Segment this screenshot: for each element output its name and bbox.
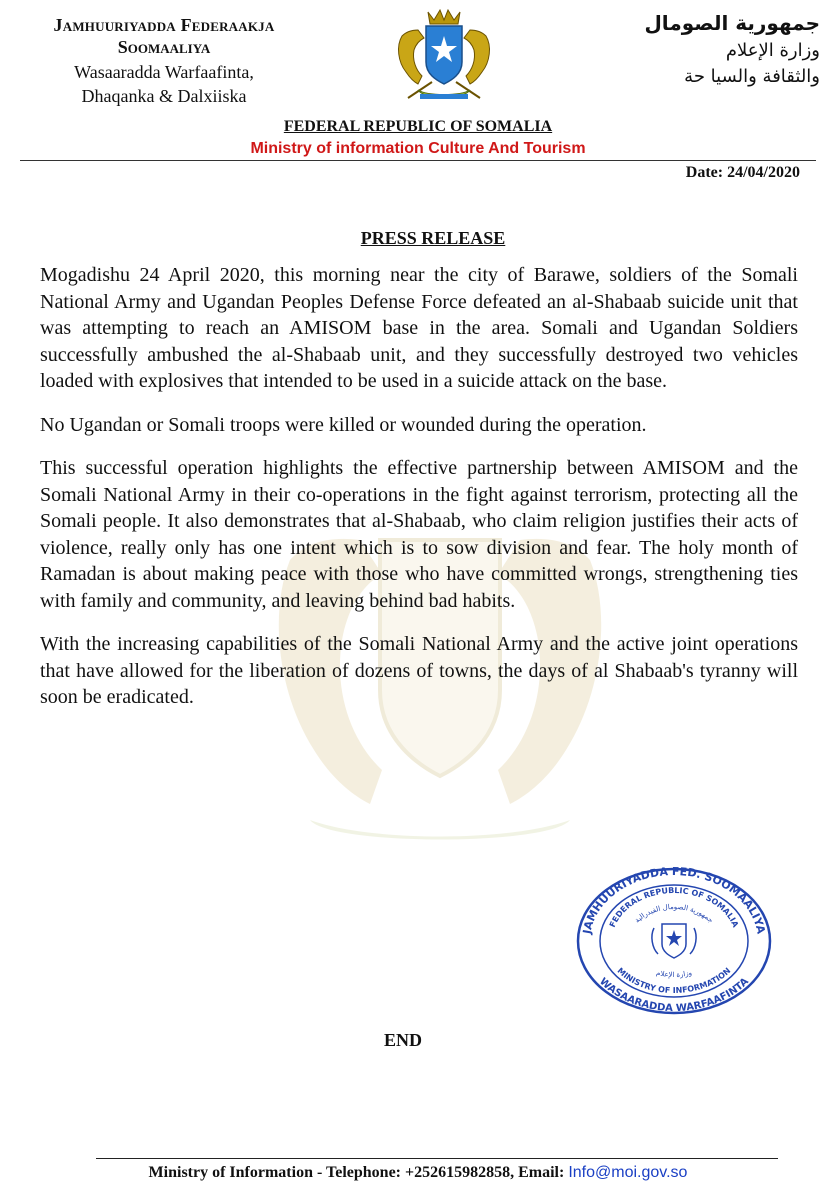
stamp-outer-top-text: JAMHUURIYADDA FED. SOOMAALIYA: [580, 866, 768, 935]
footer-contact-text: Ministry of Information - Telephone: +252615982858, Email:: [148, 1164, 569, 1181]
stamp-arabic-bottom-text: وزارة الإعلام: [655, 968, 693, 980]
body-paragraph-4: With the increasing capabilities of the Somali National Army and the active joint operations that have allowed for the liberation of dozens of towns, the days of al Shabaab's tyranny will soon be eradicated.: [40, 633, 798, 708]
header-divider: [20, 160, 816, 161]
svg-text:WASAARADDA WARFAAFINTA: [597, 976, 751, 1014]
stamp-inner-top-text: FEDERAL REPUBLIC OF SOMALIA: [607, 885, 741, 929]
body-paragraph-3: This successful operation highlights the effective partnership between AMISOM and the Somali National Army in their co-operations in the fight against terrorism, protecting all the Somali people. It also demonstrates that al-Shabaab, who claim religion justifies their acts of violence, really only has one intent which is to sow division and fear. The holy month of Ramadan is about making peace with those who have committed wrongs, strengthening ties with family and community, and leaving behind bad habits.: [40, 457, 798, 612]
somali-ministry-line2: Dhaqanka & Dalxiiska: [81, 86, 247, 106]
ministry-stamp: [574, 866, 774, 1016]
somali-header: [14, 14, 314, 108]
arabic-ministry-line2: والثقافة والسيا حة: [684, 66, 820, 87]
footer-email-link[interactable]: Info@moi.gov.so: [568, 1164, 688, 1181]
press-release-body: [40, 262, 798, 728]
svg-text:MINISTRY OF INFORMATION: [616, 966, 733, 995]
federal-republic-title: FEDERAL REPUBLIC OF SOMALIA: [283, 118, 553, 135]
document-date: Date: 24/04/2020: [685, 164, 800, 181]
footer-divider: [96, 1158, 778, 1159]
end-marker: END: [384, 1030, 423, 1050]
body-paragraph-2: No Ugandan or Somali troops were killed or wounded during the operation.: [40, 413, 647, 436]
somali-country-name: Soomaaliya: [117, 37, 211, 57]
stamp-emblem-icon: [652, 924, 696, 958]
arabic-ministry-line1: وزارة الإعلام: [725, 40, 820, 61]
svg-text:جمهورية الصومال الفيدرالية: [633, 903, 715, 925]
somali-republic-name: Jamhuuriyadda Federaakja: [53, 15, 275, 35]
stamp-inner-bottom-text: MINISTRY OF INFORMATION: [615, 966, 733, 996]
press-release-heading: PRESS RELEASE: [360, 228, 506, 248]
ministry-name: Ministry of information Culture And Tourism: [250, 140, 586, 157]
arabic-header: [590, 8, 820, 90]
arabic-republic-name: جمهورية الصومال: [644, 11, 820, 35]
stamp-arabic-top-text: جمهورية الصومال الفيدرالية: [633, 902, 715, 925]
body-paragraph-1: Mogadishu 24 April 2020, this morning near the city of Barawe, soldiers of the Somali National Army and Ugandan Peoples Defense Force defeated an al-Shabaab suicide unit that was attempting to reach an AMISOM base in the area. Somali and Ugandan Soldiers successfully ambushed the al-Shabaab unit, and they successfully destroyed two vehicles loaded with explosives that intended to be used in a suicide attack on the base.: [40, 264, 798, 392]
svg-text:وزارة الإعلام: [655, 969, 692, 979]
somalia-coat-of-arms-icon: [388, 6, 500, 104]
somali-ministry-line1: Wasaaradda Warfaafinta,: [74, 62, 254, 82]
footer-contact: [0, 1164, 836, 1182]
svg-text:JAMHUURIYADDA FED. SOOMAALIYA: [580, 866, 767, 936]
stamp-outer-bottom-text: WASAARADDA WARFAAFINTA: [597, 976, 751, 1015]
